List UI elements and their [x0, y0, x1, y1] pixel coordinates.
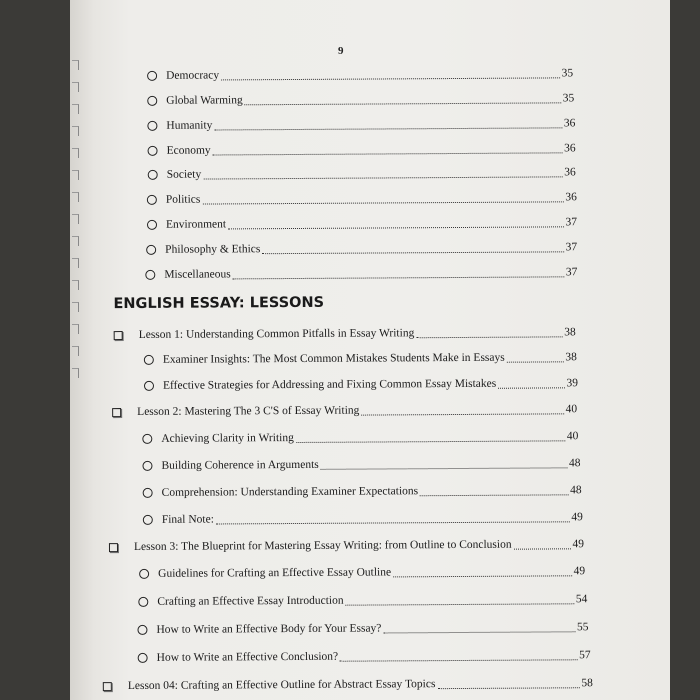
- toc-entry-title: Achieving Clarity in Writing: [161, 432, 294, 445]
- toc-entry-page: 37: [565, 241, 578, 254]
- toc-entry-page: 36: [564, 166, 576, 179]
- checkbox-square-icon: [112, 408, 121, 417]
- dot-leader: [498, 386, 564, 388]
- toc-entry-page: 54: [575, 593, 588, 606]
- checkbox-square-icon: [109, 543, 118, 552]
- dot-leader: [203, 175, 562, 179]
- dot-leader: [262, 250, 563, 254]
- toc-entry-page: 48: [570, 484, 582, 497]
- toc-entry-page: 37: [565, 216, 578, 229]
- toc-entry-page: 39: [566, 377, 579, 390]
- toc-entry-page: 55: [576, 621, 589, 634]
- toc-entry-page: 49: [572, 538, 585, 551]
- section-heading: ENGLISH ESSAY: LESSONS: [113, 294, 325, 313]
- toc-entry-page: 57: [579, 649, 591, 662]
- dot-leader: [321, 466, 567, 470]
- toc-entry-title: Effective Strategies for Addressing and Fixing Common Essay Mistakes: [162, 377, 497, 392]
- circle-bullet-icon: [147, 71, 157, 81]
- toc-entry-page: 38: [564, 326, 576, 339]
- circle-bullet-icon: [147, 121, 157, 131]
- toc-entry-title: Society: [166, 168, 202, 181]
- circle-bullet-icon: [148, 146, 158, 156]
- toc-entry-title: How to Write an Effective Conclusion?: [156, 650, 339, 664]
- toc-entry-page: 35: [561, 67, 574, 80]
- toc-entry-page: 40: [565, 403, 578, 416]
- toc-entry-title: Comprehension: Understanding Examiner Expectations: [161, 485, 419, 499]
- dot-leader: [228, 225, 563, 229]
- dot-leader: [416, 335, 562, 338]
- toc-subitem-row: [139, 561, 585, 584]
- toc-entry-page: 36: [563, 117, 576, 130]
- dot-leader: [514, 547, 571, 549]
- toc-topic-row: [147, 113, 575, 136]
- circle-bullet-icon: [146, 245, 156, 255]
- toc-entry-title: Building Coherence in Arguments: [161, 458, 319, 472]
- circle-bullet-icon: [142, 461, 152, 471]
- circle-bullet-icon: [144, 355, 154, 365]
- toc-subitem-row: [143, 480, 582, 503]
- dot-leader: [507, 360, 564, 362]
- toc-entry-page: 49: [573, 565, 586, 578]
- dot-leader: [420, 493, 568, 496]
- toc-topic-row: [147, 138, 575, 161]
- dot-leader: [216, 520, 569, 524]
- circle-bullet-icon: [147, 220, 157, 230]
- toc-entry-title: Final Note:: [161, 513, 214, 526]
- toc-topic-row: [147, 187, 577, 210]
- toc-topic-row: [147, 212, 577, 235]
- toc-entry-title: Environment: [165, 218, 227, 231]
- toc-entry-page: 58: [581, 677, 593, 690]
- toc-entry-title: Global Warming: [166, 94, 243, 107]
- toc-topic-row: [147, 88, 574, 111]
- toc-entry-page: 49: [571, 511, 583, 524]
- toc-topic-row: [147, 63, 573, 86]
- toc-topic-row: [145, 262, 577, 285]
- dot-leader: [214, 126, 562, 130]
- toc-entry-page: 35: [562, 92, 575, 105]
- toc-entry-page: 36: [564, 142, 576, 155]
- toc-entry-page: 40: [566, 430, 579, 443]
- toc-subitem-row: [138, 589, 587, 612]
- circle-bullet-icon: [138, 653, 148, 663]
- toc-subitem-row: [142, 453, 580, 476]
- toc-entry-title: Lesson 1: Understanding Common Pitfalls in Essay Writing: [138, 327, 415, 341]
- toc-entry-title: Guidelines for Crafting an Effective Essay Outline: [158, 566, 392, 580]
- circle-bullet-icon: [143, 488, 153, 498]
- checkbox-square-icon: [114, 331, 123, 340]
- toc-subitem-row: [144, 373, 578, 396]
- toc-lesson-row: [114, 322, 576, 345]
- dot-leader: [296, 439, 565, 443]
- circle-bullet-icon: [143, 515, 153, 525]
- toc-entry-page: 36: [565, 191, 577, 204]
- dot-leader: [383, 630, 575, 633]
- dot-leader: [346, 602, 574, 605]
- checkbox-square-icon: [103, 682, 112, 691]
- dot-leader: [233, 275, 564, 279]
- dot-leader: [202, 200, 563, 204]
- toc-entry-title: Economy: [166, 144, 211, 157]
- circle-bullet-icon: [147, 195, 157, 205]
- toc-entry-page: 37: [565, 266, 578, 279]
- toc-entry-title: How to Write an Effective Body for Your Essay?: [156, 622, 382, 636]
- dot-leader: [213, 151, 562, 155]
- toc-entry-title: Crafting an Effective Essay Introduction: [157, 594, 344, 608]
- circle-bullet-icon: [138, 597, 148, 607]
- toc-lesson-row: [112, 399, 577, 422]
- toc-entry-page: 38: [565, 351, 577, 364]
- toc-subitem-row: [142, 426, 578, 449]
- circle-bullet-icon: [139, 569, 149, 579]
- toc-entry-title: Lesson 2: Mastering The 3 C'S of Essay Writing: [137, 404, 360, 418]
- toc-subitem-row: [143, 507, 583, 530]
- circle-bullet-icon: [137, 625, 147, 635]
- toc-entry-title: Humanity: [166, 119, 213, 132]
- dot-leader: [245, 101, 561, 105]
- toc-entry-page: 48: [568, 457, 581, 470]
- dot-leader: [221, 76, 560, 80]
- circle-bullet-icon: [148, 170, 158, 180]
- dot-leader: [393, 574, 572, 577]
- toc-entry-title: Democracy: [166, 69, 220, 82]
- toc-lesson-row: [103, 673, 593, 696]
- toc-entry-title: Philosophy & Ethics: [165, 243, 261, 256]
- book-page: [70, 0, 670, 700]
- toc-subitem-row: [138, 645, 591, 668]
- dot-leader: [437, 686, 579, 689]
- toc-subitem-row: [137, 617, 588, 640]
- toc-entry-title: Examiner Insights: The Most Common Mistakes Students Make in Essays: [162, 351, 505, 366]
- circle-bullet-icon: [144, 381, 154, 391]
- circle-bullet-icon: [145, 270, 155, 280]
- toc-entry-title: Miscellaneous: [164, 268, 231, 281]
- page-number: 9: [338, 45, 344, 57]
- toc-lesson-row: [109, 534, 584, 557]
- toc-entry-title: Politics: [165, 193, 201, 206]
- table-of-contents: [70, 0, 670, 700]
- dot-leader: [340, 658, 577, 661]
- toc-topic-row: [148, 162, 576, 185]
- toc-topic-row: [146, 237, 577, 260]
- circle-bullet-icon: [142, 434, 152, 444]
- circle-bullet-icon: [147, 96, 157, 106]
- toc-entry-title: Lesson 04: Crafting an Effective Outline for Abstract Essay Topics: [127, 678, 436, 693]
- toc-subitem-row: [144, 347, 577, 370]
- toc-entry-title: Lesson 3: The Blueprint for Mastering Essay Writing: from Outline to Conclusion: [133, 538, 512, 553]
- dot-leader: [361, 412, 563, 415]
